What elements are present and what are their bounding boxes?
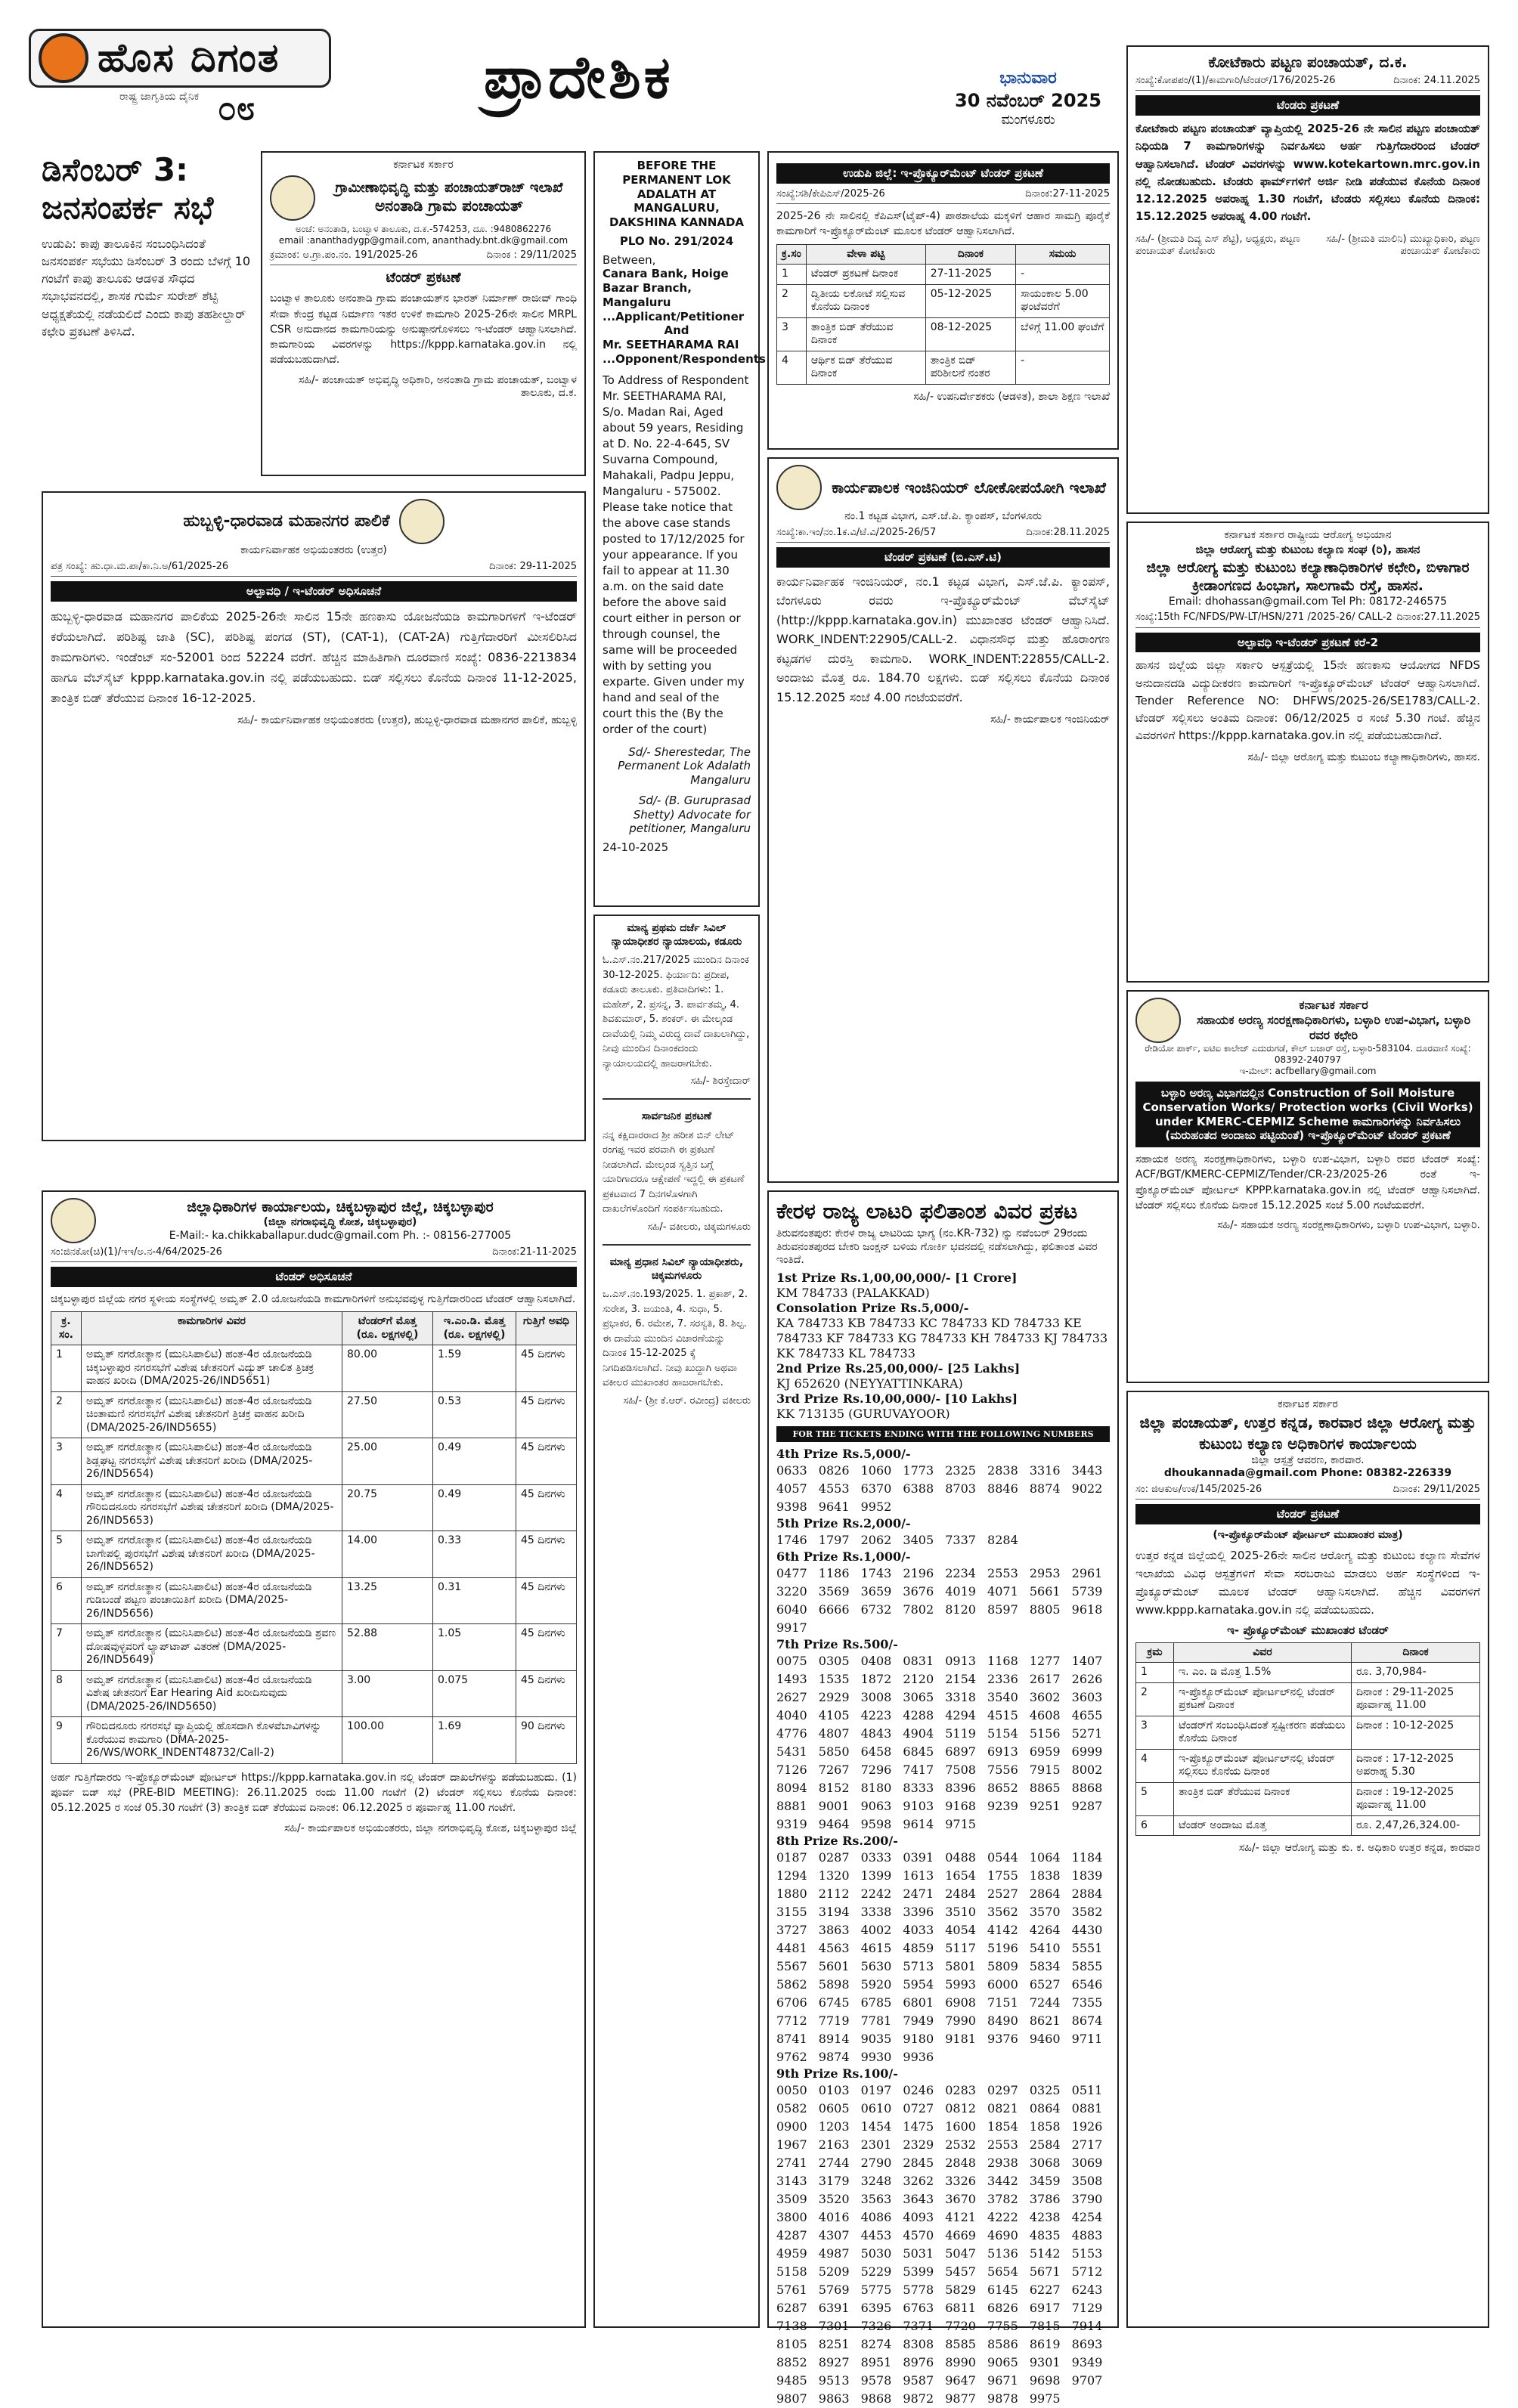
ad-ref: ಸಂ: ಜಿಆಕುಅ/ಉಕ/145/2025-26	[1135, 1483, 1262, 1495]
ad-sign: ಸಹಿ/- ಉಪನಿರ್ದೇಶಕರು (ಆಡಳಿತ), ಶಾಲಾ ಶಿಕ್ಷಣ ಇಲಾಖೆ	[913, 390, 1110, 403]
table-row	[1136, 1682, 1480, 1716]
prize-heading: 1st Prize Rs.1,00,00,000/- [1 Crore]	[776, 1270, 1018, 1285]
table-header: ವೇಳಾ ಪಟ್ಟಿ	[806, 244, 925, 265]
table-cell: ಅಮೃತ್ ನಗರೋತ್ಥಾನ (ಮುನಿಸಿಪಾಲಿಟಿ) ಹಂತ-4ರ ಯೋಜನೆಯಡಿ ಚಿಂತಾಮಣಿ ನಗರಸಭೆಗೆ ವಿಶೇಷ ಚೇತನರಿಗೆ ತ್ರಿಚಕ್ರ ವಾಹನ ಖರೀದಿ (DMA/2025-26/IND5655)	[82, 1391, 342, 1438]
prize-number-list: 1746 1797 2062 3405 7337 8284	[776, 1533, 1018, 1548]
table-cell: 90 ದಿನಗಳು	[516, 1717, 577, 1764]
table-cell: 3	[777, 317, 807, 351]
table-cell: ಟೆಂಡರ್ ಪ್ರಕಟಣೆ ದಿನಾಂಕ	[806, 265, 925, 285]
court-respondent: Mr. SEETHARAMA RAI ...Opponent/Respondents	[603, 338, 766, 366]
ad-body: ಉತ್ತರ ಕನ್ನಡ ಜಿಲ್ಲೆಯಲ್ಲಿ 2025-26ನೇ ಸಾಲಿನ ಆರೋಗ್ಯ ಮತ್ತು ಕುಟುಂಬ ಕಲ್ಯಾಣ ಸೇವೆಗಳ ಇಲಾಖೆಯ ವಿವಿಧ ಆಸ್ಪತ್ರೆಗಳಿಗೆ ಸೇವಾ ಸರಬರಾಜು ಮಾಡಲು ಅರ್ಹ ಸಂಸ್ಥೆಗಳಿಂದ ಇ-ಪ್ರೊಕ್ಯೂರ್‌ಮೆಂಟ್ ಮೂಲಕ ಟೆಂಡರ್ ಆಹ್ವಾನಿಸಲಾಗಿದೆ. ಹೆಚ್ಚಿನ ವಿವರಗಳಿಗೆ www.kppp.karnataka.gov.in ನಲ್ಲಿ ಪಡೆಯಬಹುದು.	[1135, 1549, 1480, 1617]
issue-day: ಭಾನುವಾರ	[999, 69, 1057, 88]
notice-body: ಒ.ಎಸ್.ನಂ.193/2025. 1. ಪ್ರಕಾಶ್, 2. ಸುರೇಶ, 3. ಜಯಂತಿ, 4. ಸುಧಾ, 5. ಪ್ರಭಾಕರ, 6. ರಮೇಶ, 7. ಸರಸ್ವತಿ, 8. ಶಿಲ್ಪ. ಈ ದಾವೆಯ ಮುಂದಿನ ವಿಚಾರಣೆಯನ್ನು ದಿನಾಂಕ 15-12-2025 ಕ್ಕೆ ನಿಗದಿಪಡಿಸಲಾಗಿದೆ. ನೀವು ಖುದ್ದಾಗಿ ಅಥವಾ ವಕೀಲರ ಮುಖಾಂತರ ಹಾಜರಾಗಬೇಕು.	[603, 1289, 748, 1388]
table-header: ದಿನಾಂಕ	[1352, 1642, 1480, 1663]
table-cell: ದ್ವಿತೀಯ ಲಕೋಟೆ ಸಲ್ಲಿಸುವ ಕೊನೆಯ ದಿನಾಂಕ	[806, 284, 925, 317]
table-cell: 1.69	[433, 1717, 516, 1764]
news-headline-block	[42, 151, 253, 340]
ad-office-name: ಜಿಲ್ಲಾ ಪಂಚಾಯತ್, ಉತ್ತರ ಕನ್ನಡ, ಕಾರವಾರ ಜಿಲ್ಲಾ ಆರೋಗ್ಯ ಮತ್ತು ಕುಟುಂಬ ಕಲ್ಯಾಣ ಅಧಿಕಾರಿಗಳ ಕಾರ್ಯಾಲಯ	[1139, 1413, 1476, 1453]
table-cell: 45 ದಿನಗಳು	[516, 1670, 577, 1717]
ending-note: FOR THE TICKETS ENDING WITH THE FOLLOWING NUMBERS	[776, 1426, 1110, 1443]
ad-date: ದಿನಾಂಕ:27-11-2025	[1025, 187, 1110, 200]
table-cell: ಅಮೃತ್ ನಗರೋತ್ಥಾನ (ಮುನಿಸಿಪಾಲಿಟಿ) ಹಂತ-4ರ ಯೋಜನೆಯಡಿ ಶ್ರವಣ ದೋಷವುಳ್ಳವರಿಗೆ ಲ್ಯಾಪ್‌ಟಾಪ್ ವಿತರಣೆ (DMA/2025-26/IND5649)	[82, 1624, 342, 1671]
emblem-icon	[1135, 998, 1181, 1043]
table-cell: ಅಮೃತ್ ನಗರೋತ್ಥಾನ (ಮುನಿಸಿಪಾಲಿಟಿ) ಹಂತ-4ರ ಯೋಜನೆಯಡಿ ಗೌರಿಬಿದನೂರು ನಗರಸಭೆಗೆ ವಿಶೇಷ ಚೇತನರಿಗೆ ಖರೀದಿ (DMA/2025-26/IND5653)	[82, 1484, 342, 1531]
table-row	[51, 1438, 577, 1485]
table-cell: 45 ದಿನಗಳು	[516, 1624, 577, 1671]
table-cell: 45 ದಿನಗಳು	[516, 1484, 577, 1531]
table-cell: ರೂ. 2,47,26,324.00-	[1352, 1815, 1480, 1836]
prize-heading: 3rd Prize Rs.10,00,000/- [10 Lakhs]	[776, 1391, 1018, 1406]
court-applicant: Canara Bank, Hoige Bazar Branch, Mangaluru ...Applicant/Petitioner	[603, 267, 745, 323]
ad-lok-adalath	[593, 151, 766, 907]
news-body: ಉಡುಪಿ: ಕಾಪು ತಾಲೂಕಿನ ಸಂಬಂಧಿಸಿದಂತೆ ಜನಸಂಪರ್ಕ ಸಭೆಯು ಡಿಸೆಂಬರ್ 3 ರಂದು ಬೆಳಗ್ಗೆ 10 ಗಂಟೆಗೆ ಕಾಪು ತಾಲೂಕು ಆಡಳಿತ ಸೌಧದ ಸಭಾಭವನದಲ್ಲಿ, ಶಾಸಕ ಗುರ್ಮೆ ಸುರೇಶ್ ಶೆಟ್ಟಿ ಅಧ್ಯಕ್ಷತೆಯಲ್ಲಿ ನಡೆಯಲಿದೆ ಎಂದು ಕಾಪು ತಹಶೀಲ್ದಾರ್ ಕಛೇರಿ ಪ್ರಕಟಣೆ ತಿಳಿಸಿದೆ.	[42, 236, 251, 339]
ad-sign: ಸಹಿ/- (ಶ್ರೀಮತಿ ಮಾಲಿನಿ) ಮುಖ್ಯಾಧಿಕಾರಿ, ಪಟ್ಟಣ ಪಂಚಾಯತ್ ಕೋಟೆಕಾರು	[1326, 233, 1480, 257]
ad-title: ಟೆಂಡರ್ ಪ್ರಕಟಣೆ	[1135, 1504, 1480, 1524]
masthead-logo	[29, 29, 346, 127]
ad-subtitle: (ಇ-ಪ್ರೊಕ್ಯೂರ್‌ಮೆಂಟ್ ಪೋರ್ಟಲ್ ಮುಖಾಂತರ ಮಾತ್ರ)	[1213, 1528, 1403, 1541]
table-cell: 1	[51, 1345, 82, 1392]
ad-title: ಟೆಂಡರ್ ಪ್ರಕಟಣೆ (ಬಿ.ಎಸ್.ಟಿ)	[776, 547, 1110, 568]
notice-body: ನನ್ನ ಕಕ್ಷಿದಾರರಾದ ಶ್ರೀ ಹರೀಶ ಬಿನ್ ಲೇಟ್ ರಂಗಪ್ಪ ಇವರ ಪರವಾಗಿ ಈ ಪ್ರಕಟಣೆ ನೀಡಲಾಗಿದೆ. ಮೇಲ್ಕಂಡ ಸ್ವತ್ತಿನ ಬಗ್ಗೆ ಯಾರಿಗಾದರೂ ಆಕ್ಷೇಪಣೆ ಇದ್ದಲ್ಲಿ ಈ ಪ್ರಕಟಣೆ ಪ್ರಕಟವಾದ 7 ದಿನಗಳೊಳಗಾಗಿ ದಾಖಲೆಗಳೊಂದಿಗೆ ಸಂಪರ್ಕಿಸಬಹುದು.	[603, 1129, 745, 1215]
table-cell: ದಿನಾಂಕ : 17-12-2025 ಅಪರಾಹ್ನ 5.30	[1352, 1749, 1480, 1782]
ad-sign: ಸಹಿ/- (ಶ್ರೀಮತಿ ದಿವ್ಯ ಎಸ್ ಶೆಟ್ಟಿ), ಅಧ್ಯಕ್ಷರು, ಪಟ್ಟಣ ಪಂಚಾಯತ್ ಕೋಟೆಕಾರು	[1135, 233, 1300, 257]
notice-sign: ಸಹಿ/- ವಕೀಲರು, ಚಿಕ್ಕಮಗಳೂರು	[647, 1221, 751, 1233]
ad-office-name: ಜಿಲ್ಲಾಧಿಕಾರಿಗಳ ಕಾರ್ಯಾಲಯ, ಚಿಕ್ಕಬಳ್ಳಾಪುರ ಜಿಲ್ಲೆ, ಚಿಕ್ಕಬಳ್ಳಾಪುರ	[187, 1198, 494, 1215]
table-header: ಸಮಯ	[1016, 244, 1110, 265]
table-cell: ಅಮೃತ್ ನಗರೋತ್ಥಾನ (ಮುನಿಸಿಪಾಲಿಟಿ) ಹಂತ-4ರ ಯೋಜನೆಯಡಿ ವಿಶೇಷ ಚೇತನರಿಗೆ Ear Hearing Aid ಖರೀದಿಸುವುದು (DMA/2025-26/IND5650)	[82, 1670, 342, 1717]
prize-number-list: 0075 0305 0408 0831 0913 1168 1277 1407 1493 1535 1872 2120 2154 2336 2617 2626 2627 2929 3008 3065 3318 3540 3602 3603 4040 4105 4223 4288 4294 4515 4608 4655 4776 4807 4843 4904 5119 5154 5156 5271 5431 5850 6458 6845 6897 6913 6959 6999 7126 7267 7296 7417 7508 7556 7915 8002 8094 8152 8180 8333 8396 8652 8865 8868 8881 9001 9063 9103 9168 9239 9251 9287 9319 9464 9598 9614 9715	[776, 1654, 1103, 1832]
ad-ref: ಸಂಖ್ಯೆ:ಸಶಿ/ಕೇಪಿಎಸ್/2025-26	[776, 187, 885, 200]
ad-contact: dhoukannada@gmail.com Phone: 08382-226339	[1163, 1467, 1452, 1479]
prize-number: KM 784733 (PALAKKAD)	[776, 1285, 930, 1300]
table-cell: ಸಾಯಂಕಾಲ 5.00 ಘಂಟೆವರೆಗೆ	[1016, 284, 1110, 317]
prize-number-list: 0050 0103 0197 0246 0283 0297 0325 0511 0582 0605 0610 0727 0812 0821 0864 0881 0900 1203 1454 1475 1600 1854 1858 1926 1967 2163 2301 2329 2532 2553 2584 2717 2741 2744 2790 2845 2848 2938 3068 3069 3143 3179 3248 3262 3326 3442 3459 3508 3509 3520 3563 3643 3670 3782 3786 3790 3800 4016 4086 4093 4121 4222 4238 4254 4287 4307 4453 4570 4669 4690 4835 4883 4959 4987 5030 5031 5047 5136 5142 5153 5158 5209 5229 5399 5457 5654 5671 5712 5761 5769 5775 5778 5829 6145 6227 6243 6287 6391 6395 6763 6811 6826 6917 7129 7138 7301 7326 7371 7720 7755 7815 7914 8105 8251 8274 8308 8585 8586 8619 8693 8852 8927 8951 8976 8990 9065 9301 9349 9485 9513 9578 9587 9647 9671 9698 9707 9807 9863 9868 9872 9877 9878 9975	[776, 2083, 1103, 2406]
ad-sign: ಸಹಿ/- ಕಾರ್ಯಪಾಲಕ ಅಭಿಯಂತರರು, ಜಿಲ್ಲಾ ನಗರಾಭಿವೃದ್ಧಿ ಕೋಶ, ಚಿಕ್ಕಬಳ್ಳಾಪುರ ಜಿಲ್ಲೆ	[283, 1821, 577, 1834]
section-title: ಪ್ರಾದೇಶಿಕ	[484, 44, 674, 112]
ad-office-name: ಜಿಲ್ಲಾ ಆರೋಗ್ಯ ಮತ್ತು ಕುಟುಂಬ ಕಲ್ಯಾಣಾಧಿಕಾರಿಗಳ ಕಛೇರಿ, ಬಿಳಾಗಾರ ಕ್ರೀಡಾಂಗಣದ ಹಿಂಭಾಗ, ಸಾಲಗಾಮೆ ರಸ್ತೆ, ಹಾಸನ.	[1146, 559, 1470, 594]
ad-gov-label: ಕರ್ನಾಟಕ ಸರ್ಕಾರ ರಾಷ್ಟ್ರೀಯ ಆರೋಗ್ಯ ಅಭಿಯಾನ	[1224, 529, 1392, 541]
table-cell: 14.00	[342, 1531, 433, 1578]
ad-email: email :ananthadygp@gmail.com, ananthady.bnt.dk@gmail.com	[278, 234, 568, 246]
schedule-table	[776, 244, 1110, 385]
table-row	[777, 284, 1110, 317]
works-table	[51, 1311, 577, 1764]
table-cell: ಆರ್ಥಿಕ ಬಿಡ್ ತೆರೆಯುವ ದಿನಾಂಕ	[806, 351, 925, 384]
table-cell: 20.75	[342, 1484, 433, 1531]
ad-ref: ಸಂಖ್ಯೆ:ಕಾ.ಇಂ/ನಂ.1ಕ.ವಿ/ಟೆ.ವಿ/2025-26/57	[776, 526, 937, 538]
ad-body: ಕಾರ್ಯನಿರ್ವಾಹಕ ಇಂಜಿನಿಯರ್, ನಂ.1 ಕಟ್ಟಡ ವಿಭಾಗ, ಎಸ್.ಜೆ.ಪಿ. ಕ್ಯಾಂಪಸ್, ಬೆಂಗಳೂರು ರವರು ಇ-ಪ್ರೊಕ್ಯೂರ್‌ಮೆಂಟ್ ವೆಬ್‌ಸೈಟ್ (http://kppp.karnataka.gov.in) ಮುಖಾಂತರ ಟೆಂಡರ್ ಆಹ್ವಾನಿಸಿದೆ. WORK_INDENT:22905/CALL-2. ವಿಧಾನಸೌಧ ಮತ್ತು ಹೊರಾಂಗಣ ಕಟ್ಟಡಗಳ ದುರಸ್ತಿ ಕಾಮಗಾರಿ. WORK_INDENT:22855/CALL-2. ಅಂದಾಜು ಮೊತ್ತ ರೂ. 184.70 ಲಕ್ಷಗಳು. ಬಿಡ್ ಸಲ್ಲಿಸಲು ಕೊನೆಯ ದಿನಾಂಕ 15.12.2025 ಸಂಜೆ 4.00 ಗಂಟೆಯವರೆಗೆ.	[776, 574, 1110, 705]
ad-sub: ಜಿಲ್ಲಾ ಆಸ್ಪತ್ರೆ ಆವರಣ, ಕಾರವಾರ.	[1251, 1453, 1365, 1466]
table-cell: 4	[51, 1484, 82, 1531]
table-cell: -	[1016, 265, 1110, 285]
issue-city: ಮಂಗಳೂರು	[1001, 111, 1055, 128]
table-header: ಕಾಮಗಾರಿಗಳ ವಿವರ	[82, 1312, 342, 1345]
table-cell: 08-12-2025	[925, 317, 1015, 351]
table-cell: 0.49	[433, 1484, 516, 1531]
ad-date: ದಿನಾಂಕ: 24.11.2025	[1393, 75, 1480, 86]
table-cell: ರೂ. 3,70,984-	[1352, 1663, 1480, 1683]
table-cell: ತಾಂತ್ರಿಕ ಬಿಡ್ ತೆರೆಯುವ ದಿನಾಂಕ	[1174, 1782, 1352, 1815]
schedule-table	[1135, 1642, 1480, 1837]
notice-title: ಮಾನ್ಯ ಪ್ರಥಮ ದರ್ಜೆ ಸಿವಿಲ್ ನ್ಯಾಯಾಧೀಶರ ನ್ಯಾಯಾಲಯ, ಕಡೂರು	[611, 922, 742, 948]
notice-sign: ಸಹಿ/- ಶಿರಸ್ತೇದಾರ್	[690, 1076, 751, 1087]
paper-tagline: ರಾಷ್ಟ್ರ ಜಾಗೃತಿಯ ದೈನಿಕ	[119, 91, 200, 103]
table-cell: 2	[777, 284, 807, 317]
prize-number: KA 784733 KB 784733 KC 784733 KD 784733 KE 784733 KF 784733 KG 784733 KH 784733 KJ 784733 KK 784733 KL 784733	[776, 1315, 1108, 1360]
page-number: ೦೮	[218, 89, 256, 128]
notice-title: ಮಾನ್ಯ ಪ್ರಧಾನ ಸಿವಿಲ್ ನ್ಯಾಯಾಧೀಶರು, ಚಿಕ್ಕಮಗಳೂರು	[609, 1256, 744, 1282]
table-cell: 1.59	[433, 1345, 516, 1392]
court-and: And	[664, 323, 689, 338]
prize-number: KK 713135 (GURUVAYOOR)	[776, 1406, 950, 1421]
ad-kotekar-tender	[1126, 45, 1489, 514]
ad-date: ದಿನಾಂಕ: 29/11/2025	[1393, 1483, 1480, 1495]
ad-body: ಹುಬ್ಬಳ್ಳಿ-ಧಾರವಾಡ ಮಹಾನಗರ ಪಾಲಿಕೆಯ 2025-26ನೇ ಸಾಲಿನ 15ನೇ ಹಣಕಾಸು ಯೋಜನೆಯಡಿ ಕಾಮಗಾರಿಗಳಿಗೆ ಇ-ಟೆಂಡರ್ ಕರೆಯಲಾಗಿದೆ. ಪರಿಶಿಷ್ಟ ಜಾತಿ (SC), ಪರಿಶಿಷ್ಟ ಪಂಗಡ (ST), (CAT-1), (CAT-2A) ಗುತ್ತಿಗೆದಾರರಿಗೆ ಮೀಸಲಿರಿಸಿದ ಕಾಮಗಾರಿಗಳು. ಇಂಡೆಂಟ್ ಸಂ-52001 ರಿಂದ 52224 ವರೆಗೆ. ಹೆಚ್ಚಿನ ಮಾಹಿತಿಗಾಗಿ ದೂರವಾಣಿ ಸಂಖ್ಯೆ: 0836-2213834 ಹಾಗೂ ವೆಬ್‌ಸೈಟ್ kppp.karnataka.gov.in ನಲ್ಲಿ ಪಡೆಯಬಹುದು. ಬಿಡ್ ಸಲ್ಲಿಸಲು ಕೊನೆಯ ದಿನಾಂಕ 11-12-2025, ತಾಂತ್ರಿಕ ಬಿಡ್ ತೆರೆಯುವ ದಿನಾಂಕ 16-12-2025.	[51, 608, 577, 706]
table-cell: 4	[777, 351, 807, 384]
table-row	[777, 317, 1110, 351]
prize-number-list: 0477 1186 1743 2196 2234 2553 2953 2961 3220 3569 3659 3676 4019 4071 5661 5739 6040 6666 6732 7802 8120 8597 8805 9618 9917	[776, 1566, 1103, 1636]
table-row	[51, 1391, 577, 1438]
issue-date-text: 30 ನವೆಂಬರ್ 2025	[955, 89, 1101, 111]
ad-title: ಅಲ್ಪಾವಧಿ / ಇ-ಟೆಂಡರ್ ಅಧಿಸೂಚನೆ	[51, 581, 577, 602]
ad-ref: ಸಂ:ಜಿನಕೋ(ಚಿ)(1)/ಇಇ/ಅ.ನ-4/64/2025-26	[51, 1246, 222, 1258]
table-cell: 0.31	[433, 1577, 516, 1624]
ad-date: ದಿನಾಂಕ:21-11-2025	[492, 1246, 577, 1258]
table-cell: 9	[51, 1717, 82, 1764]
table-cell: ದಿನಾಂಕ : 29-11-2025 ಪೂರ್ವಾಹ್ನ 11.00	[1352, 1682, 1480, 1716]
table-cell: 45 ದಿನಗಳು	[516, 1391, 577, 1438]
ad-ref: ಸಂಖ್ಯೆ:15th FC/NFDS/PW-LT/HSN/271 /2025-26/ CALL-2	[1135, 611, 1393, 624]
table-cell: 6	[1136, 1815, 1174, 1836]
ad-ref: ಸಂಖ್ಯೆ:ಕೋಪಪಂ/(1)/ಕಾಮಗಾರಿ/ಟೆಂಡರ್/176/2025-26	[1135, 75, 1336, 86]
table-cell: 1	[777, 265, 807, 285]
ad-address: ರೇಡಿಯೋ ಪಾರ್ಕ್, ಐಟಿಐ ಕಾಲೇಜ್ ಎದುರುಗಡೆ, ಕೌಲ್ ಬಜಾರ್ ರಸ್ತೆ, ಬಳ್ಳಾರಿ-583104. ದೂರವಾಣಿ ಸಂಖ್ಯೆ: 08392-240797	[1145, 1043, 1471, 1065]
ad-title: ಟೆಂಡರು ಪ್ರಕಟಣೆ	[1135, 95, 1480, 116]
paper-name: ಹೊಸ ದಿಗಂತ	[98, 35, 280, 81]
ad-date: ದಿನಾಂಕ : 29/11/2025	[486, 249, 577, 261]
ad-office-name: ಸಹಾಯಕ ಅರಣ್ಯ ಸಂರಕ್ಷಣಾಧಿಕಾರಿಗಳು, ಬಳ್ಳಾರಿ ಉಪ-ವಿಭಾಗ, ಬಳ್ಳಾರಿ ರವರ ಕಛೇರಿ	[1196, 1013, 1471, 1042]
notice-sign: ಸಹಿ/- (ಶ್ರೀ ಕೆ.ಆರ್. ರವೀಂದ್ರ) ವಕೀಲರು	[623, 1394, 751, 1407]
ad-office-name: ಕೋಟೆಕಾರು ಪಟ್ಟಣ ಪಂಚಾಯತ್, ದ.ಕ.	[1208, 53, 1408, 71]
ad-sign: ಸಹಿ/- ಕಾರ್ಯಪಾಲಕ ಇಂಜಿನಿಯರ್	[990, 713, 1110, 726]
table-cell: ಟೆಂಡರ್‌ಗೆ ಸಂಬಂಧಿಸಿದಂತೆ ಸ್ಪಷ್ಟೀಕರಣ ಪಡೆಯಲು ಕೊನೆಯ ದಿನಾಂಕ	[1174, 1716, 1352, 1749]
prize-heading: 4th Prize Rs.5,000/-	[776, 1447, 911, 1462]
ad-hdmc-tender	[42, 491, 586, 1141]
ad-office-name: ಅನಂತಾಡಿ ಗ್ರಾಮ ಪಂಚಾಯತ್	[374, 197, 524, 215]
table-cell: ತಾಂತ್ರಿಕ ಬಿಡ್ ತೆರೆಯುವ ದಿನಾಂಕ	[806, 317, 925, 351]
table-header: ದಿನಾಂಕ	[925, 244, 1015, 265]
court-date: 24-10-2025	[603, 840, 669, 854]
table-cell: 0.49	[433, 1438, 516, 1485]
table-row	[777, 351, 1110, 384]
ad-title: ಉಡುಪಿ ಜಿಲ್ಲೆ: ಇ-ಪ್ರೊಕ್ಯೂರ್‌ಮೆಂಟ್ ಟೆಂಡರ್ ಪ್ರಕಟಣೆ	[776, 163, 1110, 184]
table-row	[51, 1345, 577, 1392]
table-cell: 1.05	[433, 1624, 516, 1671]
ad-contact: Email: dhohassan@gmail.com Tel Ph: 08172-246575	[1168, 595, 1448, 608]
ad-pwd-tender	[767, 457, 1119, 1183]
table-cell: 100.00	[342, 1717, 433, 1764]
ad-body: ಹಾಸನ ಜಿಲ್ಲೆಯ ಜಿಲ್ಲಾ ಸರ್ಕಾರಿ ಆಸ್ಪತ್ರೆಯಲ್ಲಿ 15ನೇ ಹಣಕಾಸು ಆಯೋಗದ NFDS ಅನುದಾನದಡಿ ವಿದ್ಯುದೀಕರಣ ಕಾಮಗಾರಿಗೆ ಇ-ಪ್ರೊಕ್ಯೂರ್‌ಮೆಂಟ್ ಟೆಂಡರ್ ಆಹ್ವಾನಿಸಲಾಗಿದೆ. Tender Reference NO: DHFWS/2025-26/SE1783/CALL-2. ಟೆಂಡರ್ ಸಲ್ಲಿಸಲು ಅಂತಿಮ ದಿನಾಂಕ: 06/12/2025 ರ ಸಂಜೆ 5.30 ಗಂಟೆ. ಹೆಚ್ಚಿನ ವಿವರಗಳಿಗೆ https://kppp.karnataka.gov.in ನಲ್ಲಿ ಪಡೆಯಬಹುದಾಗಿದೆ.	[1135, 658, 1480, 743]
table-row	[51, 1717, 577, 1764]
prize-heading: 6th Prize Rs.1,000/-	[776, 1549, 911, 1565]
table-cell: 13.25	[342, 1577, 433, 1624]
court-sign-2: Sd/- (B. Guruprasad Shetty) Advocate for petitioner, Mangaluru	[629, 793, 751, 836]
ad-sign: ಸಹಿ/- ಸಹಾಯಕ ಅರಣ್ಯ ಸಂರಕ್ಷಣಾಧಿಕಾರಿಗಳು, ಬಳ್ಳಾರಿ ಉಪ-ವಿಭಾಗ, ಬಳ್ಳಾರಿ.	[1217, 1219, 1480, 1232]
ad-body: ಸಹಾಯಕ ಅರಣ್ಯ ಸಂರಕ್ಷಣಾಧಿಕಾರಿಗಳು, ಬಳ್ಳಾರಿ ಉಪ-ವಿಭಾಗ, ಬಳ್ಳಾರಿ ರವರ ಟೆಂಡರ್ ಸಂಖ್ಯೆ: ACF/BGT/KMERC-CEPMIZ/Tender/CR-23/2025-26 ರಂತೆ ಇ-ಪ್ರೊಕ್ಯೂರ್‌ಮೆಂಟ್ ಪೋರ್ಟಲ್ KPPP.karnataka.gov.in ನಲ್ಲಿ ಟೆಂಡರ್ ಆಹ್ವಾನಿಸಲಾಗಿದೆ. ಟೆಂಡರ್ ಸಲ್ಲಿಸಲು ಕೊನೆಯ ದಿನಾಂಕ 15.12.2025 ಸಂಜೆ 5.00 ಗಂಟೆಯವರೆಗೆ.	[1135, 1153, 1480, 1212]
emblem-icon	[51, 1198, 96, 1243]
table-cell: ಟೆಂಡರ್ ಅಂದಾಜು ಮೊತ್ತ	[1174, 1815, 1352, 1836]
prize-number-list: 0633 0826 1060 1773 2325 2838 3316 3443 4057 4553 6370 6388 8703 8846 8874 9022 9398 9641 9952	[776, 1463, 1103, 1515]
lottery-intro: ತಿರುವನಂತಪುರ: ಕೇರಳ ರಾಜ್ಯ ಲಾಟರಿಯ ಭಾಗ್ಯ (ನಂ.KR-732) ನ್ನು ನವೆಂಬರ್ 29ರಂದು ತಿರುವನಂತಪುರದ ಬೇಕರಿ ಜಂಕ್ಷನ್ ಬಳಿಯ ಗೋರ್ಕಿ ಭವನದಲ್ಲಿ ನಡೆಸಲಾಗಿದ್ದು, ಫಲಿತಾಂಶ ವಿವರ ಇಂತಿದೆ.	[776, 1227, 1098, 1266]
table-row	[1136, 1663, 1480, 1683]
ad-sign: ಸಹಿ/- ಪಂಚಾಯತ್ ಅಭಿವೃದ್ಧಿ ಅಧಿಕಾರಿ, ಅನಂತಾಡಿ ಗ್ರಾಮ ಪಂಚಾಯತ್, ಬಂಟ್ವಾಳ ತಾಲೂಕು, ದ.ಕ.	[298, 373, 577, 400]
court-header: BEFORE THE PERMANENT LOK ADALATH AT MANGALURU, DAKSHINA KANNADA	[609, 159, 744, 229]
table-cell: 3	[1136, 1716, 1174, 1749]
table-cell: 05-12-2025	[925, 284, 1015, 317]
ad-date: ದಿನಾಂಕ:27.11.2025	[1396, 611, 1480, 624]
table-cell: 7	[51, 1624, 82, 1671]
table-cell: ದಿನಾಂಕ : 10-12-2025	[1352, 1716, 1480, 1749]
emblem-icon	[270, 175, 315, 221]
table-cell: 1	[1136, 1663, 1174, 1683]
ad-sub: ಕಾರ್ಯನಿರ್ವಾಹಕ ಅಭಿಯಂತರರು (ಉತ್ತರ)	[240, 544, 387, 556]
prize-heading: Consolation Prize Rs.5,000/-	[776, 1300, 969, 1315]
table-header: ಟೆಂಡರ್‌ಗೆ ಮೊತ್ತ (ರೂ. ಲಕ್ಷಗಳಲ್ಲಿ)	[342, 1312, 433, 1345]
table-header: ವಿವರ	[1174, 1642, 1352, 1663]
ad-date: ದಿನಾಂಕ:28.11.2025	[1026, 526, 1110, 538]
court-sign-1: Sd/- Sherestedar, The Permanent Lok Adalath Mangaluru	[618, 744, 751, 787]
ad-sub: ನಂ.1 ಕಟ್ಟಡ ವಿಭಾಗ, ಎಸ್.ಜೆ.ಪಿ. ಕ್ಯಾಂಪಸ್, ಬೆಂಗಳೂರು	[844, 510, 1042, 522]
ad-office-name: ಕಾರ್ಯಪಾಲಕ ಇಂಜಿನಿಯರ್ ಲೋಕೋಪಯೋಗಿ ಇಲಾಖೆ	[832, 478, 1106, 497]
prize-heading: 9th Prize Rs.100/-	[776, 2066, 898, 2081]
table-cell: 3.00	[342, 1670, 433, 1717]
ad-body: ಕೋಟೆಕಾರು ಪಟ್ಟಣ ಪಂಚಾಯತ್ ವ್ಯಾಪ್ತಿಯಲ್ಲಿ 2025-26 ನೇ ಸಾಲಿನ ಪಟ್ಟಣ ಪಂಚಾಯತ್ ನಿಧಿಯಡಿ 7 ಕಾಮಗಾರಿಗಳನ್ನು ನಿರ್ವಹಿಸಲು ಅರ್ಹ ಗುತ್ತಿಗೆದಾರರಿಂದ ಟೆಂಡರ್ ಆಹ್ವಾನಿಸಲಾಗಿದೆ. ಟೆಂಡರ್ ವಿವರಗಳನ್ನು www.kotekartown.mrc.gov.in ನಲ್ಲಿ ನೋಡಬಹುದು. ಟೆಂಡರು ಫಾರ್ಮ್‌ಗಳಿಗೆ ಅರ್ಜಿ ನೀಡಿ ಪಡೆಯುವ ಕೊನೆಯ ದಿನಾಂಕ 12.12.2025 ಅಪರಾಹ್ನ 1.30 ಗಂಟೆಗೆ, ಟೆಂಡರು ಸಲ್ಲಿಸಲು ಕೊನೆಯ ದಿನಾಂಕ: 15.12.2025 ಅಪರಾಹ್ನ 4.00 ಗಂಟೆಗೆ.	[1135, 122, 1480, 224]
table-row	[1136, 1749, 1480, 1782]
ad-date: ದಿನಾಂಕ: 29-11-2025	[489, 560, 577, 572]
ad-title: ಟೆಂಡರ್ ಪ್ರಕಟಣೆ	[386, 269, 461, 286]
ad-gov-label: ಕರ್ನಾಟಕ ಸರ್ಕಾರ	[1278, 1398, 1338, 1410]
table-cell: 80.00	[342, 1345, 433, 1392]
table-cell: ಅಮೃತ್ ನಗರೋತ್ಥಾನ (ಮುನಿಸಿಪಾಲಿಟಿ) ಹಂತ-4ರ ಯೋಜನೆಯಡಿ ಶಿಡ್ಲಘಟ್ಟ ನಗರಸಭೆಗೆ ವಿಶೇಷ ಚೇತನರಿಗೆ ಖರೀದಿ (DMA/2025-26/IND5654)	[82, 1438, 342, 1485]
table-cell: 5	[1136, 1782, 1174, 1815]
notice-title: ಸಾರ್ವಜನಿಕ ಪ್ರಕಟಣೆ	[641, 1110, 712, 1123]
prize-heading: 8th Prize Rs.200/-	[776, 1834, 898, 1849]
table-cell: ಅಮೃತ್ ನಗರೋತ್ಥಾನ (ಮುನಿಸಿಪಾಲಿಟಿ) ಹಂತ-4ರ ಯೋಜನೆಯಡಿ ಗುಡಿಬಂಡೆ ಪಟ್ಟಣ ಪಂಚಾಯಿತಿಗೆ ಖರೀದಿ (DMA/2025-26/IND5656)	[82, 1577, 342, 1624]
table-cell: ಇ-ಪ್ರೊಕ್ಯೂರ್‌ಮೆಂಟ್ ಪೋರ್ಟಲ್‌ನಲ್ಲಿ ಟೆಂಡರ್ ಸಲ್ಲಿಸಲು ಕೊನೆಯ ದಿನಾಂಕ	[1174, 1749, 1352, 1782]
ad-email: E-Mail:- ka.chikkaballapur.dudc@gmail.com Ph. :- 08156-277005	[169, 1229, 512, 1242]
table-cell: ಅಮೃತ್ ನಗರೋತ್ಥಾನ (ಮುನಿಸಿಪಾಲಿಟಿ) ಹಂತ-4ರ ಯೋಜನೆಯಡಿ ಬಾಗೇಪಲ್ಲಿ ಪುರಸಭೆಗೆ ವಿಶೇಷ ಚೇತನರಿಗೆ ಖರೀದಿ (DMA/2025-26/IND5652)	[82, 1531, 342, 1578]
prize-heading: 5th Prize Rs.2,000/-	[776, 1516, 911, 1531]
ad-gov-label: ಕರ್ನಾಟಕ ಸರ್ಕಾರ	[393, 159, 454, 171]
prize-number-list: 0187 0287 0333 0391 0488 0544 1064 1184 1294 1320 1399 1613 1654 1755 1838 1839 1880 2112 2242 2471 2484 2527 2864 2884 3155 3194 3338 3396 3510 3562 3570 3582 3727 3863 4002 4033 4054 4142 4264 4430 4481 4563 4615 4859 5117 5196 5410 5551 5567 5601 5630 5713 5801 5809 5834 5855 5862 5898 5920 5954 5993 6000 6527 6546 6706 6745 6785 6801 6908 7151 7244 7355 7712 7719 7781 7949 7990 8490 8621 8674 8741 8914 9035 9180 9181 9376 9460 9711 9762 9874 9930 9936	[776, 1850, 1103, 2065]
emblem-icon	[776, 465, 822, 510]
table-header: ಕ್ರಮ	[1136, 1642, 1174, 1663]
ad-sign: ಸಹಿ/- ಜಿಲ್ಲಾ ಆರೋಗ್ಯ ಮತ್ತು ಕು. ಕ. ಅಧಿಕಾರಿ ಉತ್ತರ ಕನ್ನಡ, ಕಾರವಾರ	[1238, 1842, 1480, 1855]
table-row	[51, 1670, 577, 1717]
table-header: ಇ.ಎಂ.ಡಿ. ಮೊತ್ತ (ರೂ. ಲಕ್ಷಗಳಲ್ಲಿ)	[433, 1312, 516, 1345]
lottery-title: ಕೇರಳ ರಾಜ್ಯ ಲಾಟರಿ ಫಲಿತಾಂಶ ವಿವರ ಪ್ರಕಟ	[776, 1199, 1078, 1224]
table-cell: 45 ದಿನಗಳು	[516, 1577, 577, 1624]
table-header: ಕ್ರ. ಸಂ.	[51, 1312, 82, 1345]
table-cell: ಬೆಳಿಗ್ಗೆ 11.00 ಘಂಟೆಗೆ	[1016, 317, 1110, 351]
table-cell: 8	[51, 1670, 82, 1717]
table-cell: ಅಮೃತ್ ನಗರೋತ್ಥಾನ (ಮುನಿಸಿಪಾಲಿಟಿ) ಹಂತ-4ರ ಯೋಜನೆಯಡಿ ಚಿಕ್ಕಬಳ್ಳಾಪುರ ನಗರಸಭೆಗೆ ವಿಶೇಷ ಚೇತನರಿಗೆ ವಿದ್ಯುತ್ ಚಾಲಿತ ತ್ರಿಚಕ್ರ ವಾಹನ ಖರೀದಿ (DMA/2025-26/IND5651)	[82, 1345, 342, 1392]
table-row	[1136, 1815, 1480, 1836]
table-cell: 45 ದಿನಗಳು	[516, 1345, 577, 1392]
table-cell: 2	[51, 1391, 82, 1438]
ad-sign: ಸಹಿ/- ಕಾರ್ಯನಿರ್ವಾಹಕ ಅಭಿಯಂತರರು (ಉತ್ತರ), ಹುಬ್ಬಳ್ಳಿ-ಧಾರವಾಡ ಮಹಾನಗರ ಪಾಲಿಕೆ, ಹುಬ್ಬಳ್ಳಿ	[237, 714, 577, 727]
table-header: ಕ್ರ.ಸಂ	[777, 244, 807, 265]
ad-address: ಅಂಚೆ: ಅನಂತಾಡಿ, ಬಂಟ್ವಾಳ ತಾಲೂಕು, ದ.ಕ.-574253, ದೂ. :9480862276	[295, 223, 552, 234]
ad-body: 2025-26 ನೇ ಸಾಲಿನಲ್ಲಿ ಕೆಪಿಎಸ್(ಟೈಪ್-4) ಪಾಠಶಾಲೆಯ ಮಕ್ಕಳಿಗೆ ಆಹಾರ ಸಾಮಗ್ರಿ ಪೂರೈಕೆ ಕಾಮಗಾರಿಗೆ ಇ-ಪ್ರೊಕ್ಯೂರ್‌ಮೆಂಟ್ ಮೂಲಕ ಟೆಂಡರ್ ಆಹ್ವಾನಿಸಲಾಗಿದೆ.	[776, 210, 1110, 238]
table-cell: 4	[1136, 1749, 1174, 1782]
table-cell: 5	[51, 1531, 82, 1578]
table-cell: 6	[51, 1577, 82, 1624]
ad-dept: ಗ್ರಾಮೀಣಾಭಿವೃದ್ಧಿ ಮತ್ತು ಪಂಚಾಯತ್‌ರಾಜ್ ಇಲಾಖೆ	[335, 179, 563, 196]
table-row	[777, 265, 1110, 285]
table-cell: 2	[1136, 1682, 1174, 1716]
table-header: ಗುತ್ತಿಗೆ ಅವಧಿ	[516, 1312, 577, 1345]
table-cell: 27-11-2025	[925, 265, 1015, 285]
ad-school-tender	[767, 151, 1119, 450]
ad-ref: ಕ್ರಮಾಂಕ: ಅ.ಗ್ರಾ.ಪಂ.ನಂ. 191/2025-26	[270, 249, 418, 261]
table-cell: -	[1016, 351, 1110, 384]
table-cell: 0.33	[433, 1531, 516, 1578]
ad-footer: ಅರ್ಹ ಗುತ್ತಿಗೆದಾರರು ಇ-ಪ್ರೊಕ್ಯೂರ್‌ಮೆಂಟ್ ಪೋರ್ಟಲ್ https://kppp.karnataka.gov.in ನಲ್ಲಿ ಟೆಂಡರ್ ದಾಖಲೆಗಳನ್ನು ಪಡೆಯಬಹುದು. (1) ಪೂರ್ವ ಬಿಡ್ ಸಭೆ (PRE-BID MEETING): 26.11.2025 ರಂದು 11.00 ಗಂಟೆಗೆ (2) ಟೆಂಡರ್ ಸಲ್ಲಿಸಲು ಕೊನೆಯ ದಿನಾಂಕ: 05.12.2025 ರ ಸಂಜೆ 05.30 ಗಂಟೆಗೆ (3) ತಾಂತ್ರಿಕ ಬಿಡ್ ತೆರೆಯುವ ದಿನಾಂಕ: 06.12.2025 ರ ಪೂರ್ವಾಹ್ನ 11.00 ಗಂಟೆಗೆ.	[51, 1771, 577, 1815]
table-cell: 52.88	[342, 1624, 433, 1671]
ad-body: ಬಂಟ್ವಾಳ ತಾಲೂಕು ಅನಂತಾಡಿ ಗ್ರಾಮ ಪಂಚಾಯತ್‌ನ ಭಾರತ್ ನಿರ್ಮಾಣ್ ರಾಜೀವ್ ಗಾಂಧಿ ಸೇವಾ ಕೇಂದ್ರ ಕಟ್ಟಡ ನಿರ್ಮಾಣ ಇತರ ಉಳಿಕೆ ಕಾಮಗಾರಿ 2025-26ನೇ ಸಾಲಿನ MRPL CSR ಅನುದಾನದ ಕಾಮಗಾರಿಯನ್ನು ಅನುಷ್ಠಾನಗೊಳಿಸಲು ಇ-ಟೆಂಡರ್ ಆಹ್ವಾನಿಸಲಾಗಿದೆ. ಕಾಮಗಾರಿಯ ವಿವರಗಳನ್ನು https://kppp.karnataka.gov.in ನಲ್ಲಿ ಪಡೆಯಬಹುದಾಗಿದೆ.	[270, 292, 577, 367]
table-cell: 0.075	[433, 1670, 516, 1717]
ad-highlight: ಬಳ್ಳಾರಿ ಅರಣ್ಯ ವಿಭಾಗದಲ್ಲಿನ Construction of Soil Moisture Conservation Works/ Protection works (Civil Works) under KMERC-CEPMIZ Scheme ಕಾಮಗಾರಿಗಳನ್ನು ನಿರ್ವಹಿಸಲು (ಮರುಹಂತದ ಅಂದಾಜು ಪಟ್ಟಿಯಂತೆ) ಇ-ಪ್ರೊಕ್ಯೂರ್‌ಮೆಂಟ್ ಟೆಂಡರ್ ಪ್ರಕಟಣೆ	[1135, 1082, 1480, 1147]
table-cell: ಇ. ಎಂ. ಡಿ ಮೊತ್ತ 1.5%	[1174, 1663, 1352, 1683]
table-cell: ಇ-ಪ್ರೊಕ್ಯೂರ್‌ಮೆಂಟ್ ಪೋರ್ಟಲ್‌ನಲ್ಲಿ ಟೆಂಡರ್ ಪ್ರಕಟಣೆ ದಿನಾಂಕ	[1174, 1682, 1352, 1716]
ad-title: ಟೆಂಡರ್ ಅಧಿಸೂಚನೆ	[51, 1267, 577, 1287]
table-cell: 27.50	[342, 1391, 433, 1438]
table-cell: 45 ದಿನಗಳು	[516, 1531, 577, 1578]
ad-office-name: ಹುಬ್ಬಳ್ಳಿ-ಧಾರವಾಡ ಮಹಾನಗರ ಪಾಲಿಕೆ	[183, 512, 390, 531]
ad-gov-label: ಕರ್ನಾಟಕ ಸರ್ಕಾರ	[1299, 998, 1368, 1012]
table-row	[1136, 1782, 1480, 1815]
ad-email: ಇ-ಮೇಲ್: acfbellary@gmail.com	[1239, 1066, 1377, 1076]
court-case: PLO No. 291/2024	[619, 234, 734, 248]
issue-date	[953, 68, 1104, 128]
table-row	[51, 1577, 577, 1624]
table-cell: 3	[51, 1438, 82, 1485]
table-cell: 0.53	[433, 1391, 516, 1438]
ad-chikkaballapur-tender	[42, 1190, 586, 2328]
sun-icon	[39, 33, 88, 83]
ad-intro: ಚಿಕ್ಕಬಳ್ಳಾಪುರ ಜಿಲ್ಲೆಯ ನಗರ ಸ್ಥಳೀಯ ಸಂಸ್ಥೆಗಳಲ್ಲಿ ಅಮೃತ್ 2.0 ಯೋಜನೆಯಡಿ ಕಾಮಗಾರಿಗಳಿಗೆ ಅನುಭವವುಳ್ಳ ಗುತ್ತಿಗೆದಾರರಿಂದ ಟೆಂಡರ್ ಆಹ್ವಾನಿಸಲಾಗಿದೆ.	[51, 1293, 576, 1305]
table-cell: ದಿನಾಂಕ : 19-12-2025 ಪೂರ್ವಾಹ್ನ 11.00	[1352, 1782, 1480, 1815]
ad-ref: ಪತ್ರ ಸಂಖ್ಯೆ: ಹು.ಧಾ.ಮ.ಪಾ/ಕಾ.ನಿ.ಅ/61/2025-26	[51, 560, 229, 572]
emblem-icon	[399, 499, 445, 544]
ad-hassan-tender	[1126, 522, 1489, 983]
paper-logo	[29, 29, 331, 88]
prize-heading: 2nd Prize Rs.25,00,000/- [25 Lakhs]	[776, 1360, 1021, 1376]
notice-body: ಓ.ಎಸ್.ನಂ.217/2025 ಮುಂದಿನ ದಿನಾಂಕ 30-12-2025. ಫಿರ್ಯಾದಿ: ಪ್ರದೀಪ, ಕಡೂರು ತಾಲೂಕು. ಪ್ರತಿವಾದಿಗಳು: 1. ಮಹೇಶ್, 2. ಪ್ರಸನ್ನ, 3. ಪಾರ್ವತಮ್ಮ, 4. ಶಿವಕುಮಾರ್, 5. ಶಂಕರ್. ಈ ಮೇಲ್ಕಂಡ ದಾವೆಯಲ್ಲಿ ನಿಮ್ಮ ವಿರುದ್ಧ ದಾವೆ ದಾಖಲಾಗಿದ್ದು, ನೀವು ಮುಂದಿನ ದಿನಾಂಕದಂದು ನ್ಯಾಯಾಲಯದಲ್ಲಿ ಹಾಜರಾಗಬೇಕು.	[603, 955, 750, 1069]
table-row	[51, 1624, 577, 1671]
ad-bellary-tender	[1126, 990, 1489, 1383]
prize-number: KJ 652620 (NEYYATTINKARA)	[776, 1376, 963, 1391]
news-headline: ಡಿಸೆಂಬರ್ 3: ಜನಸಂಪರ್ಕ ಸಭೆ	[42, 151, 214, 227]
table-row	[51, 1531, 577, 1578]
table-cell: 45 ದಿನಗಳು	[516, 1438, 577, 1485]
ad-ananthady-gp	[261, 151, 586, 476]
public-notices-column	[593, 915, 760, 2328]
table-row	[1136, 1716, 1480, 1749]
ad-sub: (ಜಿಲ್ಲಾ ನಗರಾಭಿವೃದ್ಧಿ ಕೋಶ, ಚಿಕ್ಕಬಳ್ಳಾಪುರ)	[263, 1216, 417, 1229]
ad-society: ಜಿಲ್ಲಾ ಆರೋಗ್ಯ ಮತ್ತು ಕುಟುಂಬ ಕಲ್ಯಾಣ ಸಂಘ (ರಿ), ಹಾಸನ	[1195, 542, 1420, 556]
prize-heading: 7th Prize Rs.500/-	[776, 1637, 898, 1652]
schedule-title: ಇ- ಪ್ರೊಕ್ಯೂರ್‌ಮೆಂಟ್ ಮುಖಾಂತರ ಟೆಂಡರ್	[1227, 1623, 1389, 1637]
table-cell: 25.00	[342, 1438, 433, 1485]
ad-karwar-tender	[1126, 1391, 1489, 2328]
ad-title: ಅಲ್ಪಾವಧಿ ಇ-ಟೆಂಡರ್ ಪ್ರಕಟಣೆ ಕರೆ-2	[1135, 633, 1480, 653]
ad-sign: ಸಹಿ/- ಜಿಲ್ಲಾ ಆರೋಗ್ಯ ಮತ್ತು ಕುಟುಂಬ ಕಲ್ಯಾಣಾಧಿಕಾರಿಗಳು, ಹಾಸನ.	[1247, 751, 1480, 763]
table-row	[51, 1484, 577, 1531]
lottery-results	[767, 1190, 1119, 2406]
table-cell: ತಾಂತ್ರಿಕ ಬಿಡ್ ಪರಿಶೀಲನೆ ನಂತರ	[925, 351, 1015, 384]
court-between: Between,	[603, 252, 656, 267]
court-body: To Address of Respondent Mr. SEETHARAMA RAI, S/o. Madan Rai, Aged about 59 years, Residing at D. No. 22-4-645, SV Suvarna Compound, Mahakali, Padpu Jeppu, Mangaluru - 575002. Please take notice that the above case stands posted to 17/12/2025 for your appearance. If you fail to appear at 11.30 a.m. on the said date before the above said court either in person or through counsel, the same will be proceeded with by setting you exparte. Given under my hand and seal of the court this the (By the order of the court)	[603, 373, 749, 736]
table-cell: ಗೌರಿಬಿದನೂರು ನಗರಸಭೆ ವ್ಯಾಪ್ತಿಯಲ್ಲಿ ಹೊಸದಾಗಿ ಕೊಳವೆಬಾವಿಗಳನ್ನು ಕೊರೆಯುವ ಕಾಮಗಾರಿ (DMA-2025-26/WS/WORK_INDENT48732/Call-2)	[82, 1717, 342, 1764]
